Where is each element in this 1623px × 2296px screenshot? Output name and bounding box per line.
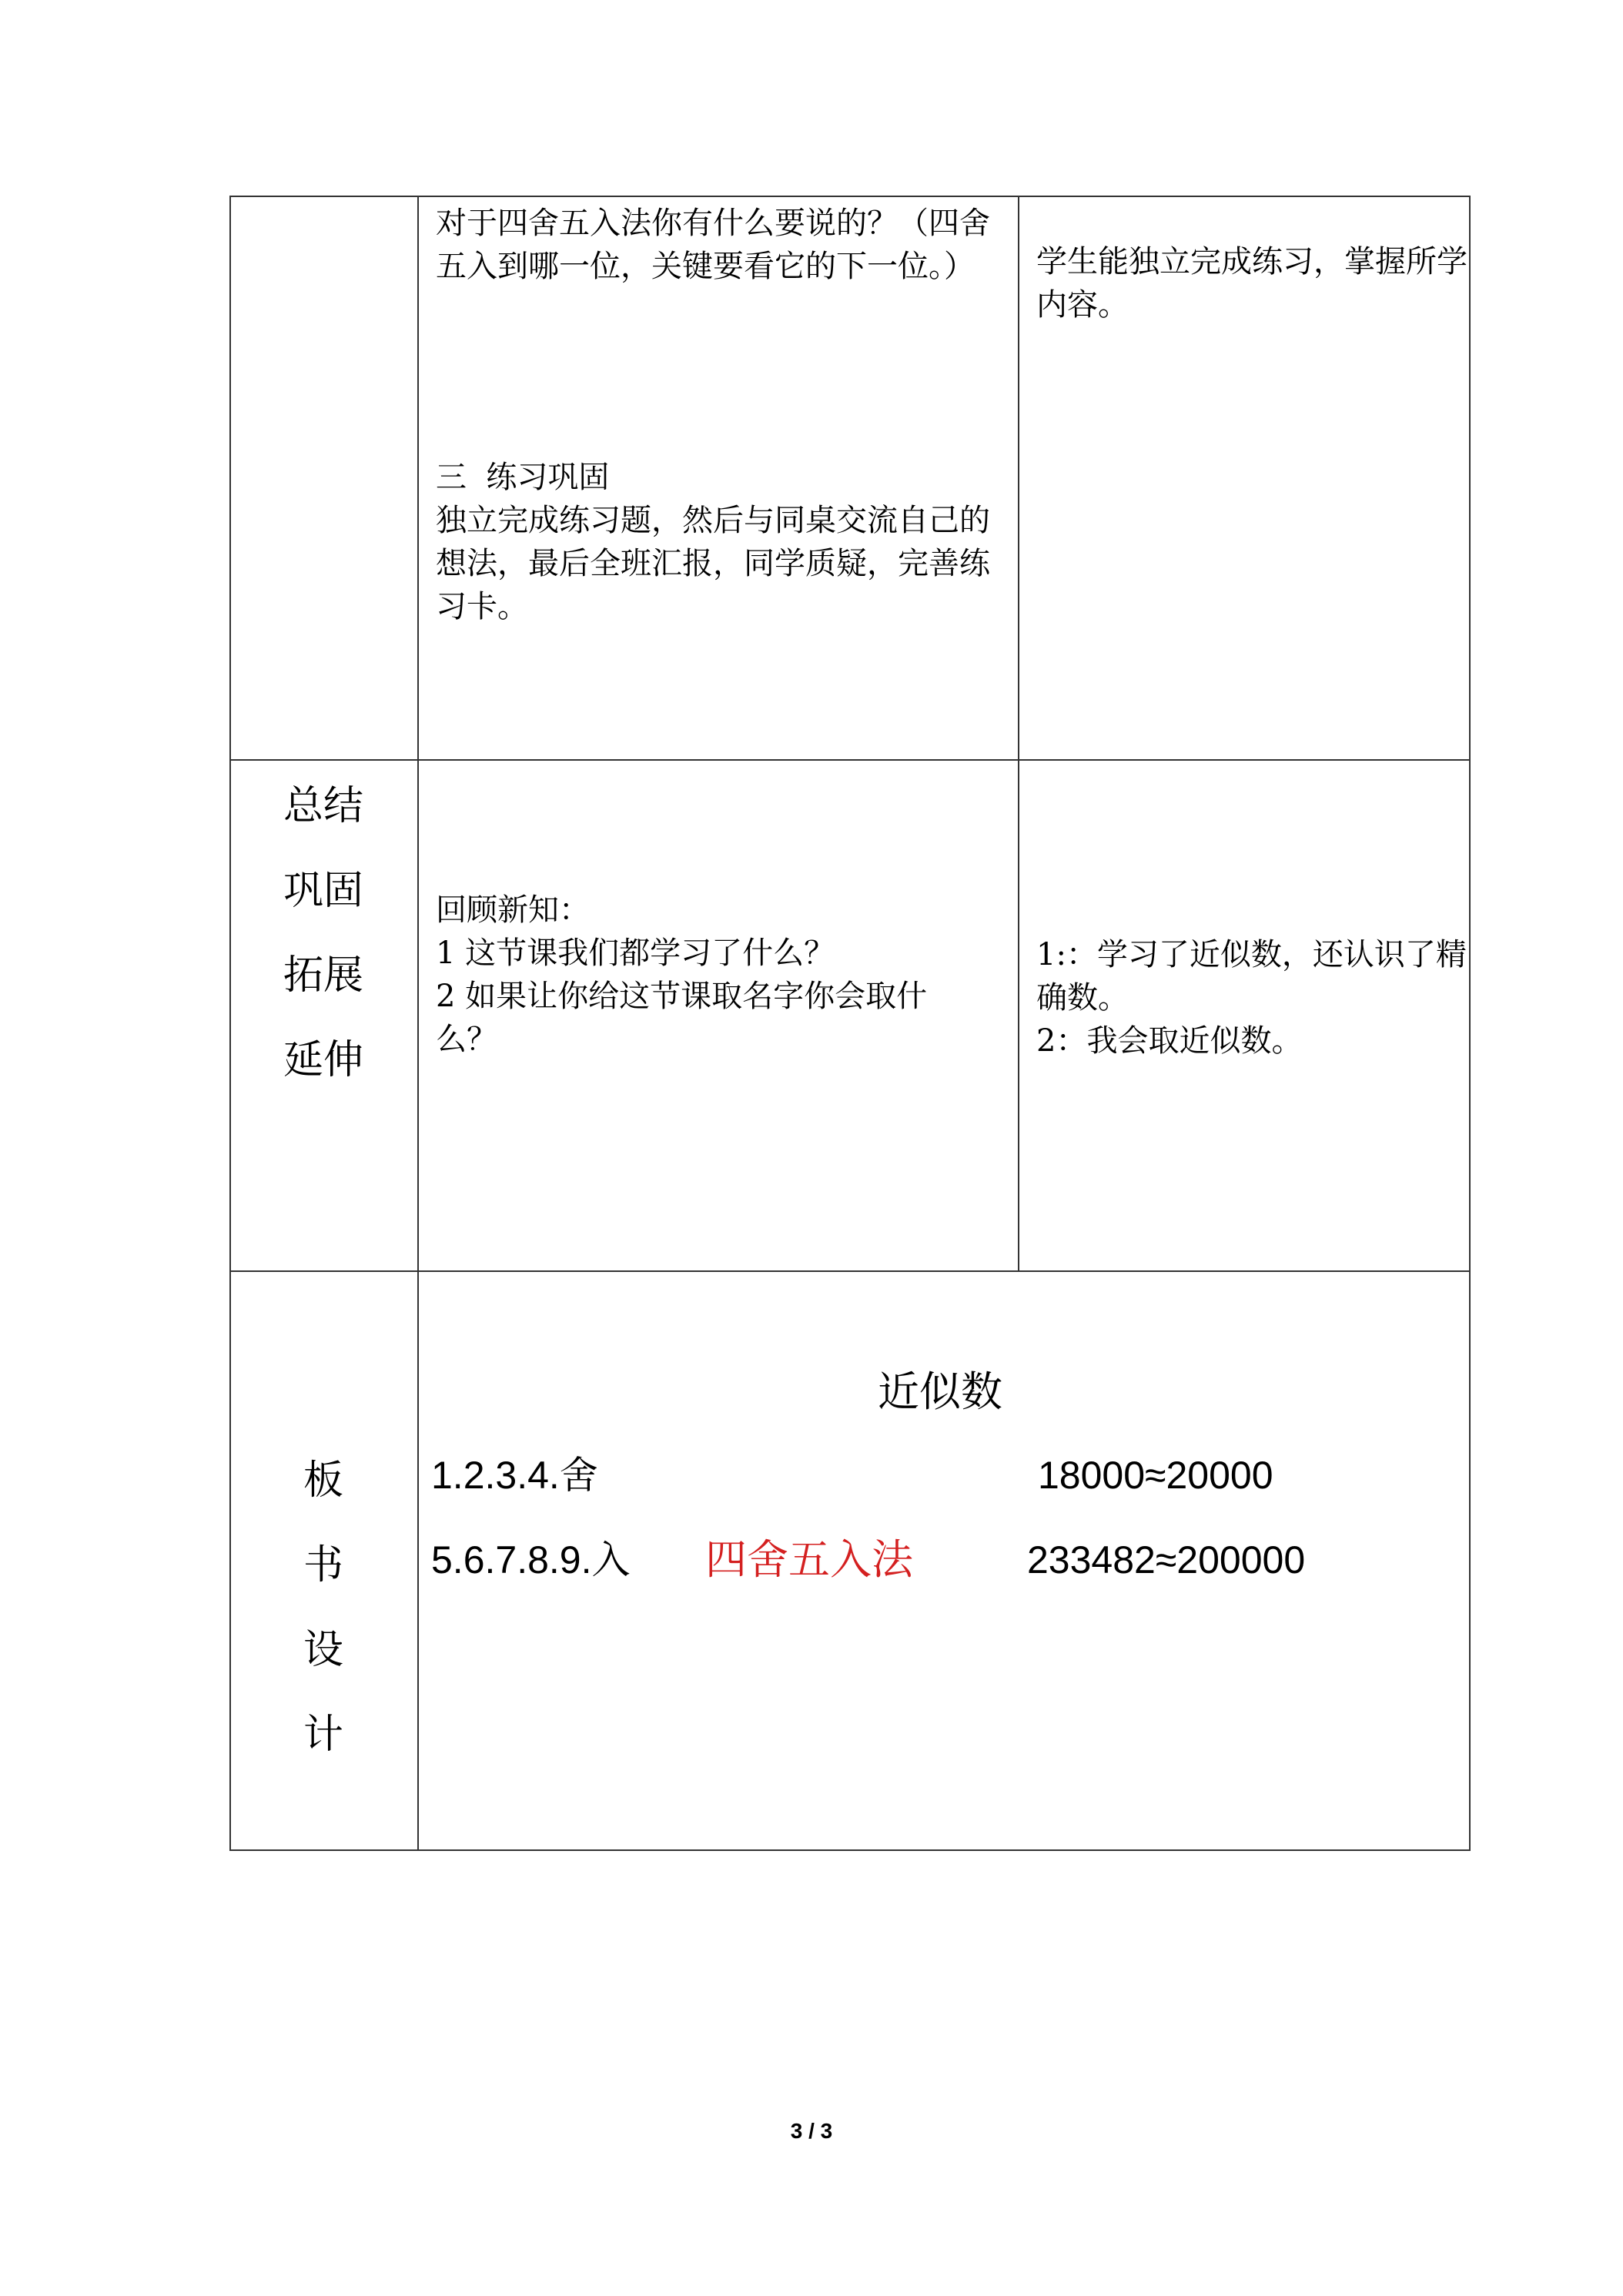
- review-question-2: 2 如果让你给这节课取名字你会取什么？: [436, 979, 928, 1057]
- label-line: 拓展: [283, 952, 363, 999]
- label-line: 总结: [283, 783, 363, 829]
- practice-text: 独立完成练习题，然后与同桌交流自己的想法，最后全班汇报，同学质疑，完善练习卡。: [436, 503, 990, 624]
- method-name: 四舍五入法: [705, 1535, 913, 1584]
- round-down-rule: 1.2.3.4.舍: [431, 1454, 598, 1497]
- page-number: 3 / 3: [790, 2119, 833, 2143]
- round-up-rule: 5.6.7.8.9.入: [431, 1538, 631, 1581]
- label-line: 书: [303, 1542, 343, 1588]
- column-divider: [1018, 197, 1019, 1270]
- student-outcome: 学生能独立完成练习，掌握所学内容。: [1036, 244, 1467, 323]
- column-divider: [417, 197, 419, 1849]
- label-line: 设: [303, 1627, 343, 1673]
- example-2: 233482≈200000: [1027, 1538, 1306, 1581]
- answer-1: 1:：学习了近似数，还认识了精确数。: [1036, 937, 1467, 1016]
- review-question-1: 1 这节课我们都学习了什么？: [436, 935, 835, 971]
- review-heading: 回顾新知：: [436, 892, 590, 928]
- label-line: 板: [303, 1458, 343, 1504]
- lesson-plan-table: [229, 196, 1471, 1851]
- answer-2: 2：我会取近似数。: [1036, 1023, 1303, 1059]
- practice-heading: 三 练习巩固: [436, 460, 610, 495]
- label-line: 延伸: [283, 1037, 363, 1083]
- method-note: 对于四舍五入法你有什么要说的？（四舍五入到哪一位，关键要看它的下一位。）: [436, 206, 990, 284]
- label-line: 计: [303, 1712, 343, 1758]
- board-title: 近似数: [878, 1367, 1002, 1416]
- label-line: 巩固: [283, 868, 363, 914]
- example-1: 18000≈20000: [1038, 1454, 1273, 1497]
